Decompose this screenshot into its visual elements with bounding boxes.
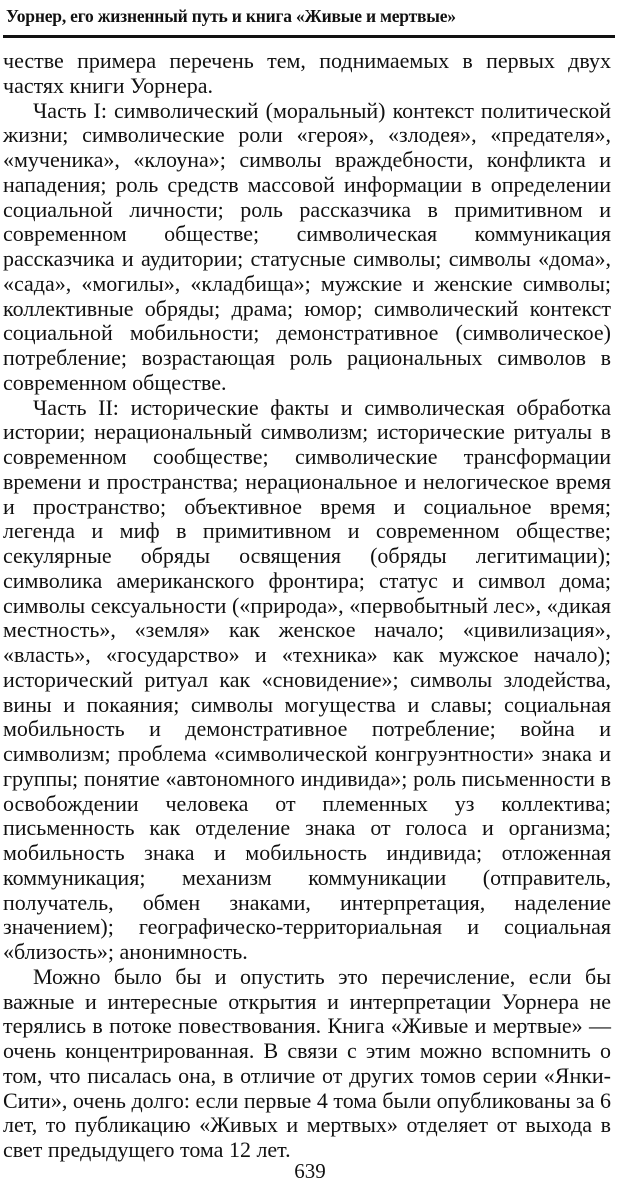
running-header: Уорнер, его жизненный путь и книга «Живые и мертвые»: [6, 6, 456, 26]
paragraph-part-two: Часть II: исторические факты и символическая обработка истории; нерациональный символизм; исторические ритуалы в современном сообществе; символические трансформации времени и пространства; нерациональное и нелогическое время и пространство; объективное время и социальное время; легенда и миф в примитивном и современном обществе; секулярные обряды освящения (обряды легитимации); символика американского фронтира; статус и символ дома; символы сексуальности («природа», «первобытный лес», «дикая местность», «земля» как женское начало; «цивилизация», «власть», «государство» и «техника» как мужское начало); исторический ритуал как «сновидение»; символы злодейства, вины и покаяния; символы могущества и славы; социальная мобильность и демонстративное потребление; война и символизм; проблема «символической конгруэнтности» знака и группы; понятие «автономного индивида»; роль письменности в освобождении человека от племенных уз коллектива; письменность как отделение знака от голоса и организма; мобильность знака и мобильность индивида; отложенная коммуникация; механизм коммуникации (отправитель, получатель, обмен знаками, интерпретация, наделение значением); географическо-территориальная и социальная «близость»; анонимность.: [3, 394, 611, 964]
page-number: 639: [294, 1159, 326, 1183]
paragraph-part-one: Часть I: символический (моральный) контекст политической жизни; символические роли «героя», «злодея», «предателя», «мученика», «клоуна»; символы враждебности, конфликта и нападения; роль средств массовой информации в определении социальной личности; роль рассказчика в примитивном и современном обществе; символическая коммуникация рассказчика и аудитории; статусные символы; символы «дома», «сада», «могилы», «кладбища»; мужские и женские символы; коллективные обряды; драма; юмор; символический контекст социальной мобильности; демонстративное (символическое) потребление; возрастающая роль рациональных символов в современном обществе.: [3, 97, 611, 395]
paragraph-closing: Можно было бы и опустить это перечисление, если бы важные и интересные открытия и интерпретации Уорнера не терялись в потоке повествования. Книга «Живые и мертвые» — очень концентрированная. В связи с этим можно вспомнить о том, что писалась она, в отличие от других томов серии «Янки-Сити», очень долго: если первые 4 тома были опубликованы за 6 лет, то публикацию «Живых и мертвых» отделяет от выхода в свет предыдущего тома 12 лет.: [3, 963, 611, 1162]
paragraph-continuation: честве примера перечень тем, поднимаемых в первых двух частях книги Уорнера.: [3, 48, 611, 98]
header-rule: [3, 35, 615, 38]
body-text: [3, 49, 611, 1163]
